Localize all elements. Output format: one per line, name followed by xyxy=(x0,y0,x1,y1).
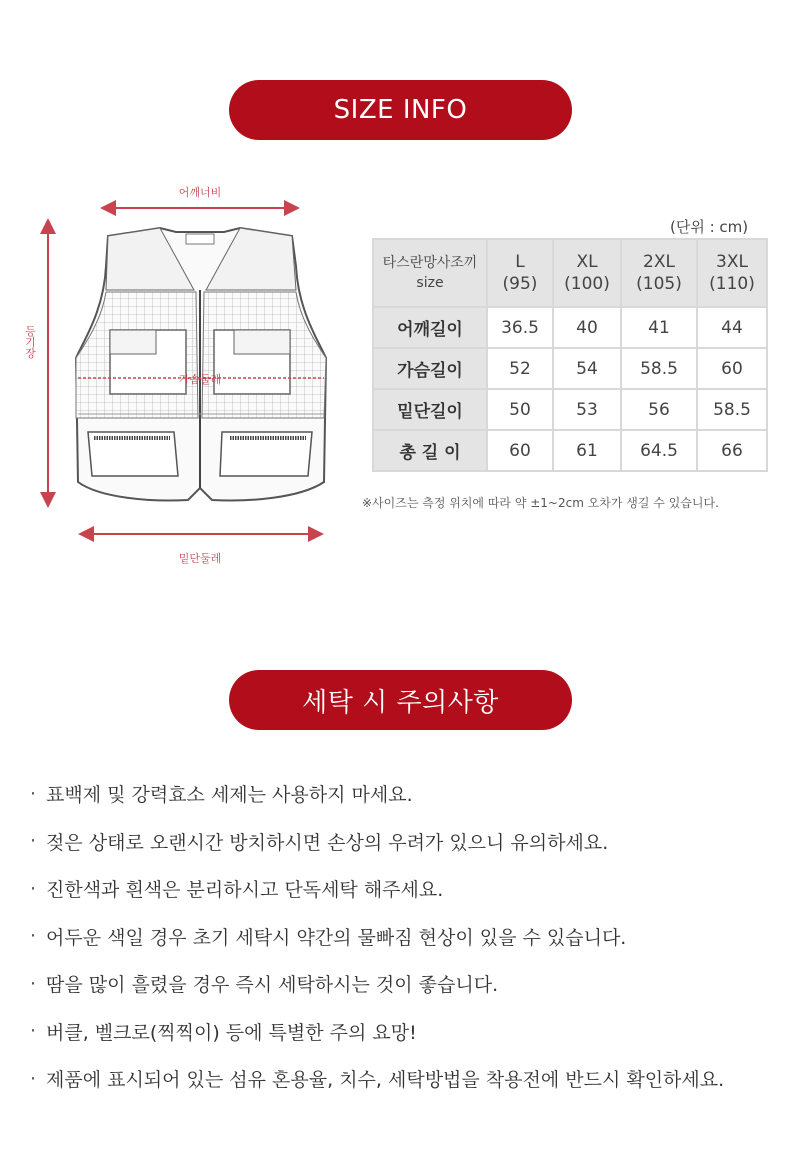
size-info-title: SIZE INFO xyxy=(229,80,572,140)
size-num: (95) xyxy=(502,274,538,294)
bullet: · xyxy=(30,830,37,853)
care-list xyxy=(30,770,724,1103)
list-item xyxy=(30,770,724,818)
row-label: 총 길 이 xyxy=(373,430,487,471)
size-name: XL xyxy=(576,252,598,272)
care-text: 젖은 상태로 오랜시간 방치하시면 손상의 우려가 있으니 유의하세요. xyxy=(46,831,609,854)
list-item xyxy=(30,960,724,1008)
table-cell: 58.5 xyxy=(621,348,697,389)
care-text: 버클, 벨크로(찍찍이) 등에 특별한 주의 요망! xyxy=(46,1021,417,1044)
bullet: · xyxy=(30,877,37,900)
bullet: · xyxy=(30,1067,37,1090)
table-cell: 36.5 xyxy=(487,307,553,348)
table-row xyxy=(373,389,767,430)
vest-collar-label xyxy=(186,234,214,244)
row-label: 가슴길이 xyxy=(373,348,487,389)
size-num: (110) xyxy=(709,274,755,294)
product-name: 타스란망사조끼 xyxy=(382,255,478,271)
row-label: 어깨길이 xyxy=(373,307,487,348)
care-text: 어두운 색일 경우 초기 세탁시 약간의 물빠짐 현상이 있을 수 있습니다. xyxy=(46,926,627,949)
size-col-3xl xyxy=(697,239,767,307)
care-text: 땀을 많이 흘렸을 경우 즉시 세탁하시는 것이 좋습니다. xyxy=(46,974,499,997)
list-item xyxy=(30,1055,724,1103)
right-chest-flap xyxy=(234,330,290,354)
bullet: · xyxy=(30,925,37,948)
list-item xyxy=(30,865,724,913)
table-row xyxy=(373,348,767,389)
table-cell: 60 xyxy=(697,348,767,389)
size-table xyxy=(372,238,768,472)
size-note: ※사이즈는 측정 위치에 따라 약 ±1~2cm 오차가 생길 수 있습니다. xyxy=(362,496,719,510)
table-cell: 50 xyxy=(487,389,553,430)
row-label: 밑단길이 xyxy=(373,389,487,430)
size-word: size xyxy=(416,275,444,291)
size-col-2xl xyxy=(621,239,697,307)
care-title: 세탁 시 주의사항 xyxy=(229,670,572,730)
table-cell: 58.5 xyxy=(697,389,767,430)
list-item xyxy=(30,1008,724,1056)
table-row xyxy=(373,307,767,348)
table-row xyxy=(373,430,767,471)
bullet: · xyxy=(30,1020,37,1043)
size-num: (105) xyxy=(636,274,682,294)
size-col-xl xyxy=(553,239,621,307)
table-cell: 64.5 xyxy=(621,430,697,471)
table-cell: 44 xyxy=(697,307,767,348)
size-col-l xyxy=(487,239,553,307)
table-cell: 61 xyxy=(553,430,621,471)
table-cell: 52 xyxy=(487,348,553,389)
table-cell: 41 xyxy=(621,307,697,348)
length-label-text: 등기장 xyxy=(23,325,37,359)
table-cell: 56 xyxy=(621,389,697,430)
size-num: (100) xyxy=(564,274,610,294)
size-name: 3XL xyxy=(716,252,748,272)
table-cell: 66 xyxy=(697,430,767,471)
unit-label: (단위 : cm) xyxy=(670,218,749,236)
care-text: 진한색과 흰색은 분리하시고 단독세탁 해주세요. xyxy=(46,879,444,902)
size-name: L xyxy=(515,252,525,272)
list-item xyxy=(30,913,724,961)
vest-size-diagram xyxy=(0,170,360,580)
bullet: · xyxy=(30,782,37,805)
size-header-label xyxy=(373,239,487,307)
care-text: 제품에 표시되어 있는 섬유 혼용율, 치수, 세탁방법을 착용전에 반드시 확인하세요. xyxy=(46,1069,725,1092)
chest-label: 가슴둘레 xyxy=(178,373,222,386)
bullet: · xyxy=(30,972,37,995)
table-cell: 40 xyxy=(553,307,621,348)
table-cell: 54 xyxy=(553,348,621,389)
table-cell: 60 xyxy=(487,430,553,471)
hem-label: 밑단둘레 xyxy=(178,552,222,565)
left-chest-flap xyxy=(110,330,156,354)
list-item xyxy=(30,818,724,866)
size-table-header xyxy=(373,239,767,307)
size-name: 2XL xyxy=(643,252,675,272)
table-cell: 53 xyxy=(553,389,621,430)
care-text: 표백제 및 강력효소 세제는 사용하지 마세요. xyxy=(46,784,413,807)
shoulder-label: 어깨너비 xyxy=(178,186,222,199)
length-label xyxy=(24,325,37,358)
